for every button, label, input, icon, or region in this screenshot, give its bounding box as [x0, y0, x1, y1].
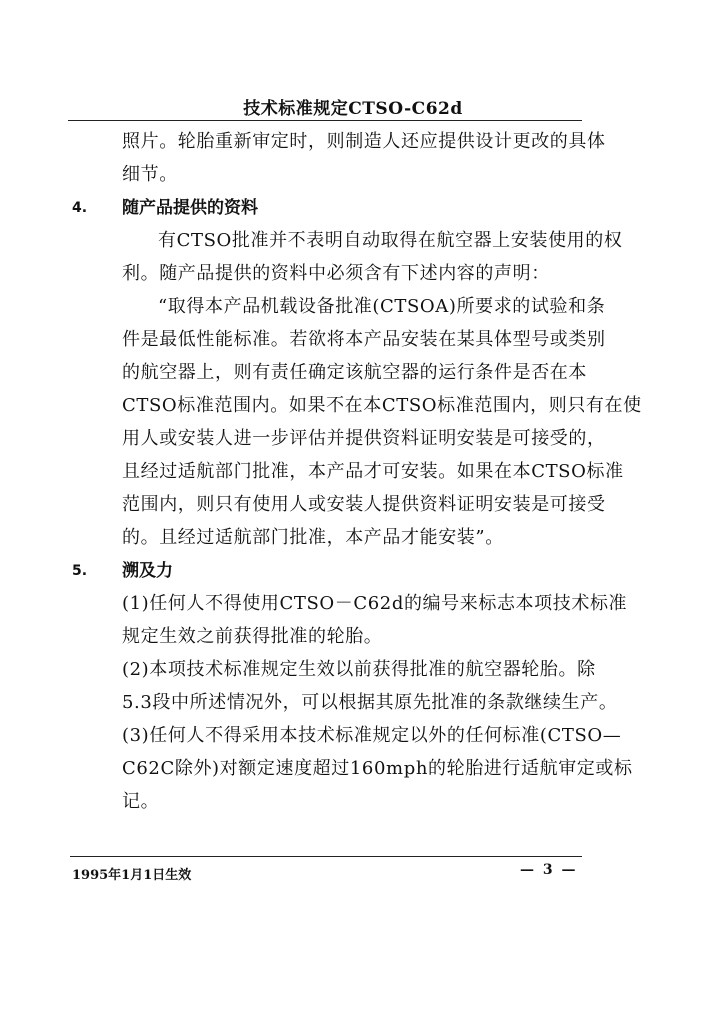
header-rule [68, 120, 582, 121]
section-5-number: 5. [72, 563, 88, 579]
list-item: 记。 [122, 791, 160, 812]
body-line: 利。随产品提供的资料中必须含有下述内容的声明： [122, 263, 550, 284]
quote-line: 用人或安装人进一步评估并提供资料证明安装是可接受的， [122, 428, 606, 449]
body-line: 细节。 [122, 164, 178, 185]
quote-line: 范围内，则只有使用人或安装人提供资料证明安装是可接受 [122, 494, 606, 515]
quote-line: 且经过适航部门批准，本产品才可安装。如果在本CTSO标准 [122, 461, 624, 482]
list-item: (1)任何人不得使用CTSO－C62d的编号来标志本项技术标准 [122, 593, 628, 614]
footer-page-number: — 3 — [520, 862, 578, 878]
list-item: (2)本项技术标准规定生效以前获得批准的航空器轮胎。除 [122, 659, 596, 680]
footer-effective-date: 1995年1月1日生效 [72, 868, 192, 883]
section-4-number: 4. [72, 200, 88, 216]
quote-line: 的。且经过适航部门批准，本产品才能安装”。 [122, 527, 504, 548]
list-item: (3)任何人不得采用本技术标准规定以外的任何标准(CTSO— [122, 725, 622, 746]
list-item: 5.3段中所述情况外，可以根据其原先批准的条款继续生产。 [122, 692, 618, 713]
section-5-heading: 溯及力 [122, 561, 173, 581]
list-item: 规定生效之前获得批准的轮胎。 [122, 626, 383, 647]
page-header-title: 技术标准规定CTSO-C62d [243, 99, 463, 119]
quote-line: “取得本产品机载设备批准(CTSOA)所要求的试验和条 [158, 296, 606, 317]
body-line: 有CTSO批准并不表明自动取得在航空器上安装使用的权 [158, 230, 623, 251]
quote-line: CTSO标准范围内。如果不在本CTSO标准范围内，则只有在使 [122, 395, 642, 416]
footer-rule [70, 856, 582, 857]
quote-line: 的航空器上，则有责任确定该航空器的运行条件是否在本 [122, 362, 587, 383]
list-item: C62C除外)对额定速度超过160mph的轮胎进行适航审定或标 [122, 758, 633, 779]
section-4-heading: 随产品提供的资料 [122, 198, 258, 218]
quote-line: 件是最低性能标准。若欲将本产品安装在某具体型号或类别 [122, 329, 606, 350]
body-line: 照片。轮胎重新审定时，则制造人还应提供设计更改的具体 [122, 131, 606, 152]
